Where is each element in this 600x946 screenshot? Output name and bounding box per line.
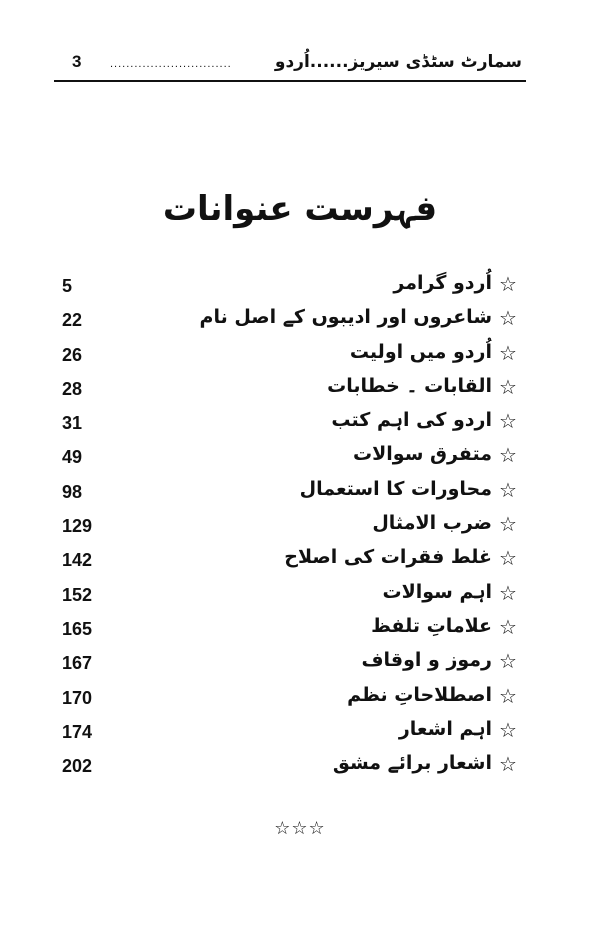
toc-page-number: 167 [62,653,93,674]
toc-page-number: 202 [62,756,93,777]
toc-entry [0,304,600,338]
star-bullet-icon: ☆ [499,614,517,639]
toc-entry [0,407,600,441]
star-bullet-icon: ☆ [499,443,517,468]
toc-label: اُردو میں اولیت [349,340,492,363]
toc-entry [0,579,600,613]
star-bullet-icon: ☆ [499,306,517,331]
toc-page-number: 49 [62,447,83,468]
toc-label: شاعروں اور ادیبوں کے اصل نام [199,306,492,329]
toc-entry [0,544,600,578]
toc-label: رموز و اوقاف [361,649,492,672]
toc-label: اُردو گرامر [393,272,492,294]
star-bullet-icon: ☆ [499,683,517,708]
toc-page-number: 5 [62,276,73,296]
running-header [58,52,528,76]
star-bullet-icon: ☆ [499,512,517,537]
star-bullet-icon: ☆ [499,752,517,777]
toc-label: محاورات کا استعمال [299,477,492,500]
star-bullet-icon: ☆ [499,649,517,674]
header-page-number: 3 [72,52,82,71]
toc-label: متفرق سوالات [353,443,492,466]
star-bullet-icon: ☆ [499,340,517,365]
toc-label: اصطلاحاتِ نظم [347,683,492,706]
header-rule [54,80,526,82]
header-dot-leader: .............................. [110,58,232,70]
star-bullet-icon: ☆ [499,717,517,742]
toc-entry [0,716,600,750]
toc-page-number: 174 [62,721,93,742]
star-bullet-icon: ☆ [499,546,517,571]
toc-label: ضرب الامثال [372,512,492,535]
toc-label: اہم اشعار [398,717,492,740]
table-of-contents [0,270,600,784]
star-bullet-icon: ☆ [499,374,517,399]
toc-label: اہم سوالات [382,580,492,603]
toc-entry [0,441,600,475]
star-bullet-icon: ☆ [499,477,517,502]
toc-label: علاماتِ تلفظ [371,614,492,637]
toc-entry [0,373,600,407]
header-title: سمارٹ سٹڈی سیریز......اُردو [274,52,522,72]
toc-page-number: 28 [62,378,83,399]
toc-label: القابات ۔ خطابات [327,374,492,397]
star-bullet-icon: ☆ [499,272,517,296]
toc-page-number: 142 [62,550,93,571]
toc-entry [0,510,600,544]
toc-entry [0,647,600,681]
toc-entry [0,270,600,304]
star-bullet-icon: ☆ [499,580,517,605]
toc-label: اشعار برائے مشق [332,752,492,775]
toc-label: اردو کی اہم کتب [331,409,492,432]
toc-entry [0,339,600,373]
toc-entry [0,613,600,647]
toc-entry [0,476,600,510]
toc-label: غلط فقرات کی اصلاح [284,546,492,569]
page-title: فہرست عنوانات [162,189,438,229]
toc-page-number: 22 [62,310,83,331]
toc-page-number: 170 [62,687,93,708]
toc-page-number: 98 [62,481,83,502]
toc-page-number: 31 [62,413,83,434]
star-bullet-icon: ☆ [499,409,517,434]
toc-entry [0,750,600,784]
toc-page-number: 26 [62,344,83,365]
toc-entry [0,682,600,716]
toc-page-number: 165 [62,618,93,639]
toc-page-number: 152 [62,584,93,605]
toc-page-number: 129 [62,516,93,537]
end-ornament: ☆☆☆ [274,818,326,839]
